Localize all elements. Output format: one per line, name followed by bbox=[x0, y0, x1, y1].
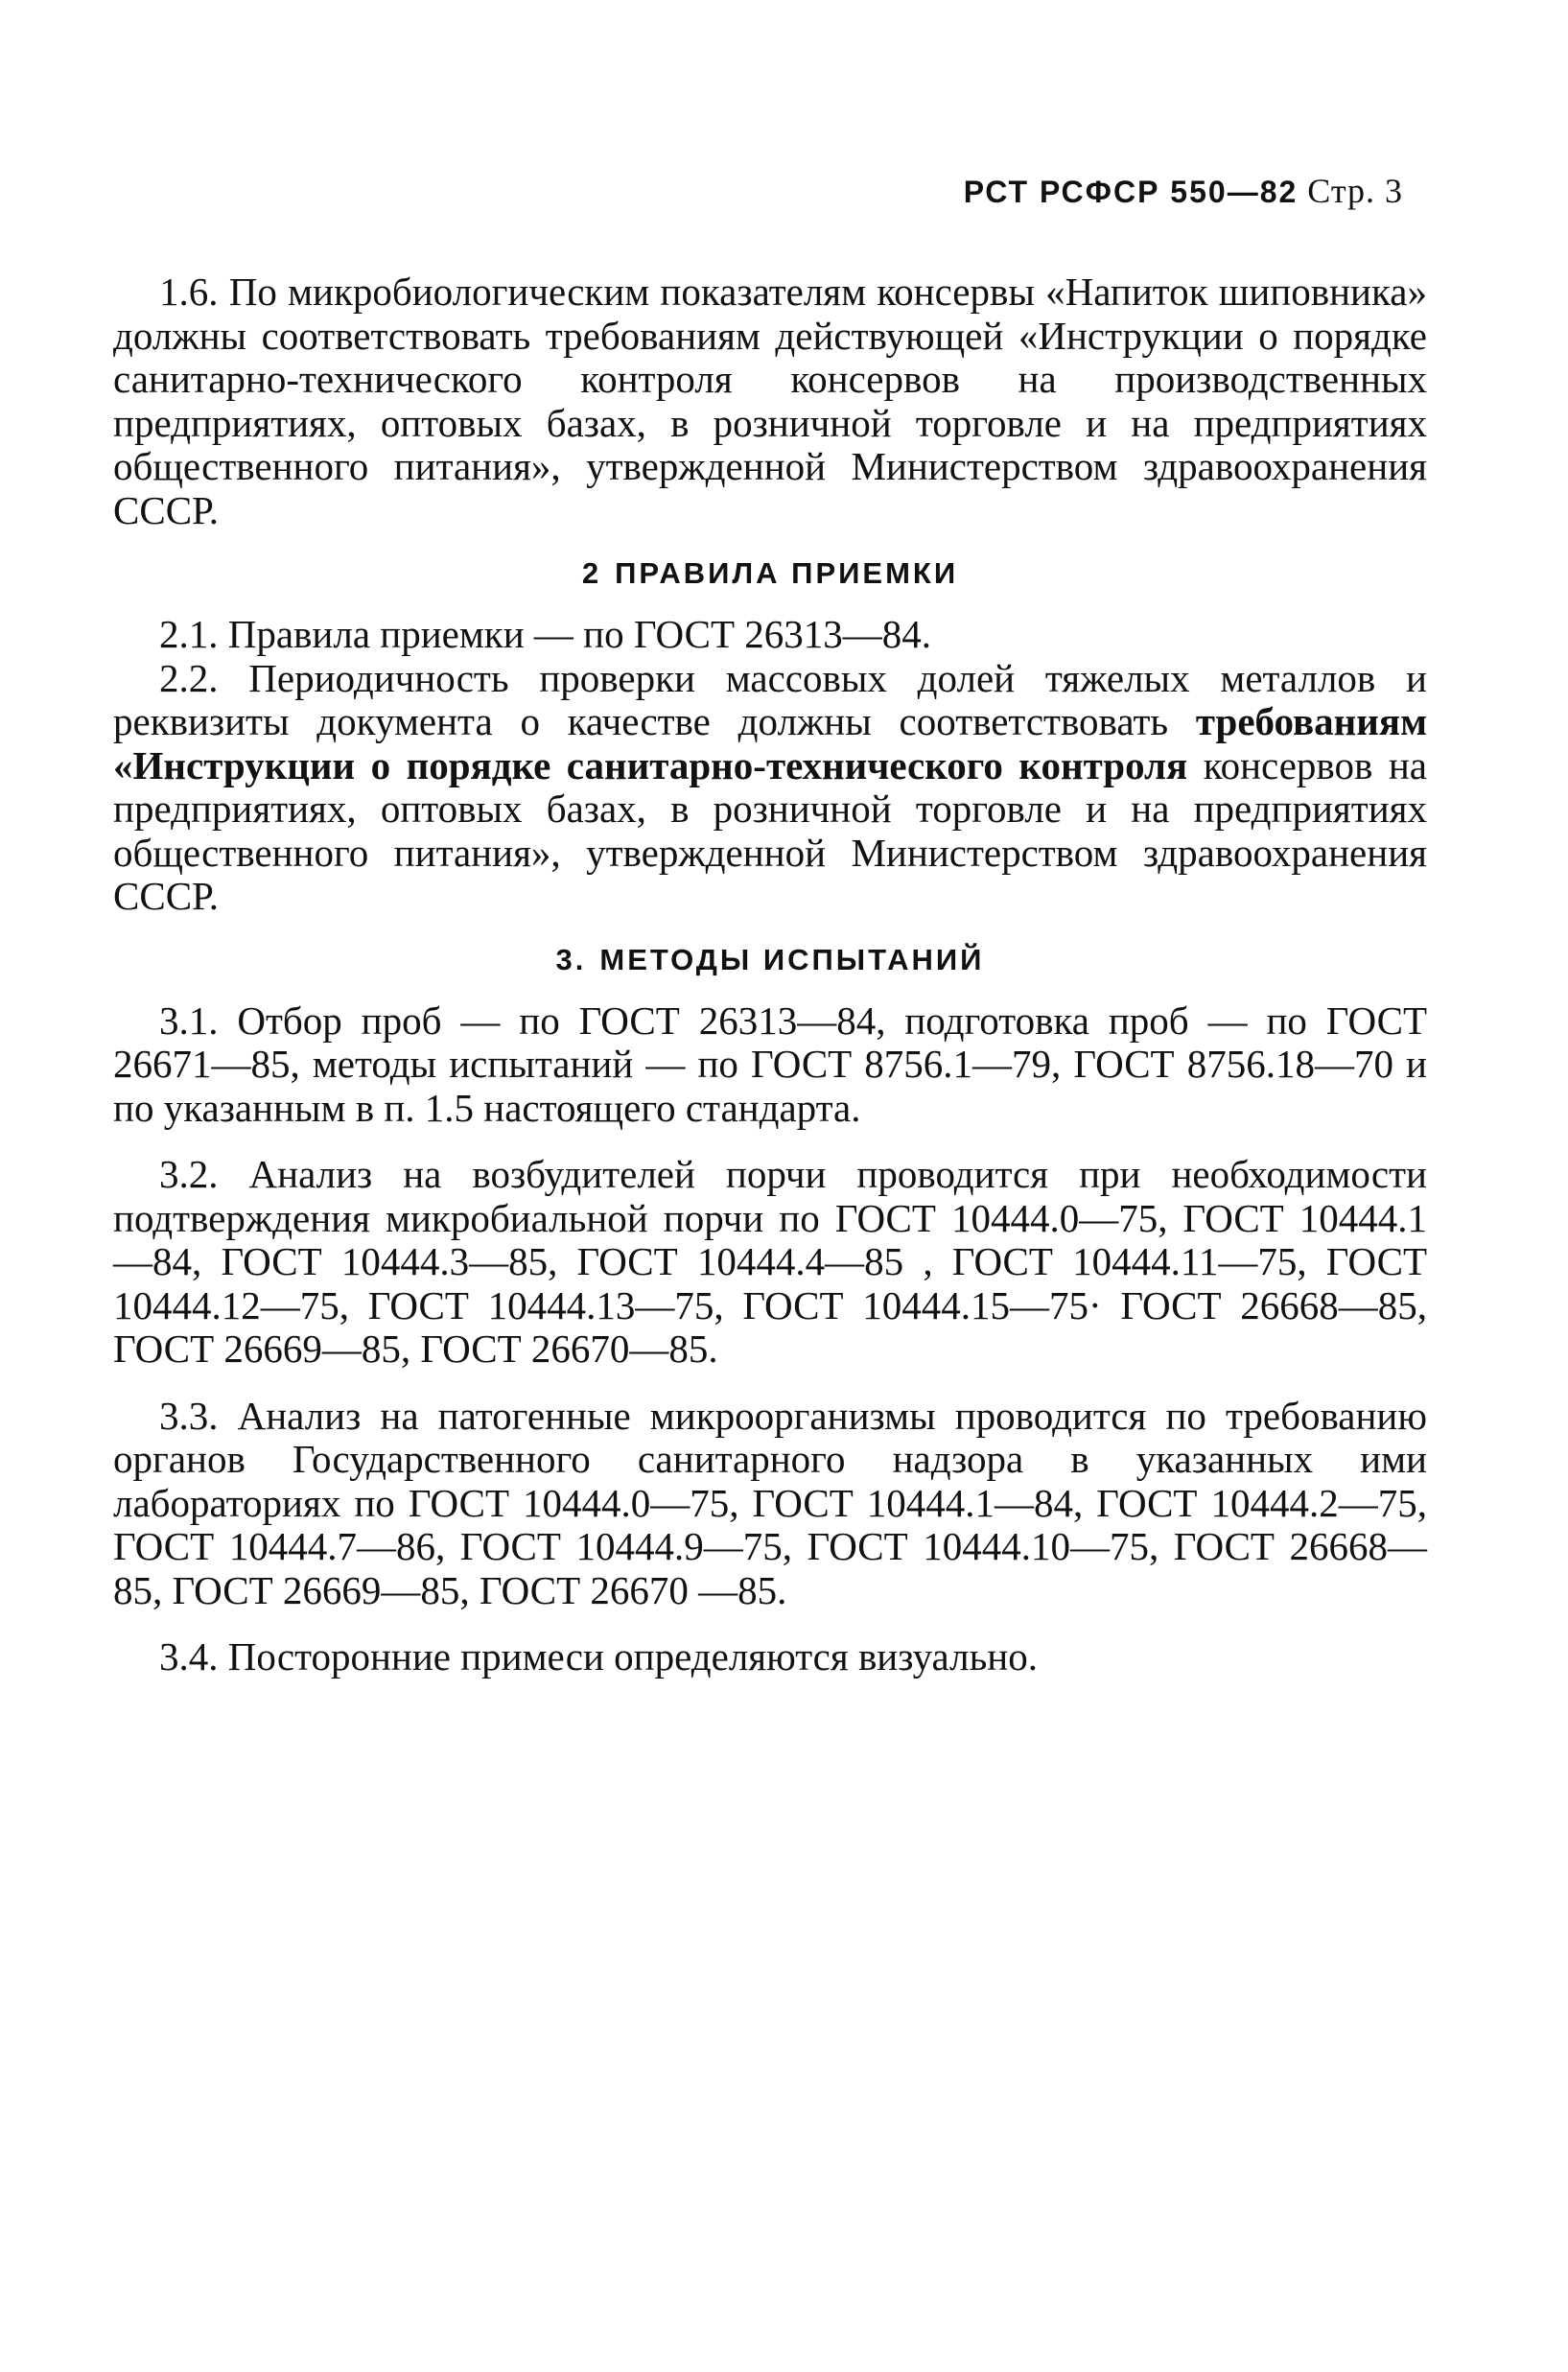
section-3-number: 3. bbox=[555, 942, 587, 976]
paragraph-3-4: 3.4. Посторонние примеси определяются визуально. bbox=[159, 1634, 1038, 1679]
paragraph-3-1: 3.1. Отбор проб — по ГОСТ 26313—84, подготовка проб — по ГОСТ 26671—85, методы испытаний — по ГОСТ 8756.1—79, ГОСТ 8756.18—70 и по указанным в п. 1.5 настоящего стандарта. bbox=[113, 998, 1427, 1130]
standard-code: РСТ РСФСР 550—82 bbox=[963, 175, 1299, 209]
paragraph-2-2-tail: консервов на предприятиях, оптовых базах, в розничной торговле и на предприятиях общественного питания», утвержденной Министерством здравоохранения СССР. bbox=[113, 742, 1427, 918]
section-2-title: ПРАВИЛА ПРИЕМКИ bbox=[615, 556, 959, 590]
paragraph-2-2 bbox=[113, 657, 1427, 919]
paragraph-2-1: 2.1. Правила приемки — по ГОСТ 26313—84. bbox=[159, 612, 932, 656]
paragraph-3-2: 3.2. Анализ на возбудителей порчи проводится при необходимости подтверждения микробиальной порчи по ГОСТ 10444.0—75, ГОСТ 10444.1—84, ГОСТ 10444.3—85, ГОСТ 10444.4—85 , ГОСТ 10444.11—75, ГОСТ 10444.12—75, ГОСТ 10444.13—75, ГОСТ 10444.15—75· ГОСТ 26668—85, ГОСТ 26669—85, ГОСТ 26670—85. bbox=[113, 1152, 1427, 1371]
paragraph-2-2-lead: 2.2. Периодичность проверки массовых долей тяжелых металлов и реквизиты документа о качестве должны соответствовать bbox=[113, 655, 1427, 743]
paragraph-3-3: 3.3. Анализ на патогенные микроорганизмы проводится по требованию органов Государственного санитарного надзора в указанных ими лабораториях по ГОСТ 10444.0—75, ГОСТ 10444.1—84, ГОСТ 10444.2—75, ГОСТ 10444.7—86, ГОСТ 10444.9—75, ГОСТ 10444.10—75, ГОСТ 26668—85, ГОСТ 26669—85, ГОСТ 26670 —85. bbox=[113, 1393, 1427, 1612]
page-header bbox=[964, 171, 1403, 211]
paragraph-1-6: 1.6. По микробиологическим показателям консервы «Напиток шиповника» должны соответствовать требованиям действующей «Инструкции о порядке санитарно-технического контроля консервов на производственных предприятиях, оптовых базах, в розничной торговле и на предприятиях общественного питания», утвержденной Министерством здравоохранения СССР. bbox=[113, 270, 1427, 532]
section-3-heading bbox=[113, 919, 1427, 999]
paragraph-2-2-emphasis: требованиям «Инструкции о порядке санитарно-технического контроля bbox=[113, 699, 1427, 787]
page-number: Стр. 3 bbox=[1307, 172, 1403, 210]
section-2-number: 2 bbox=[581, 556, 602, 590]
section-2-heading bbox=[113, 532, 1427, 613]
section-3-title: МЕТОДЫ ИСПЫТАНИЙ bbox=[599, 942, 985, 976]
document-body bbox=[113, 270, 1427, 1679]
